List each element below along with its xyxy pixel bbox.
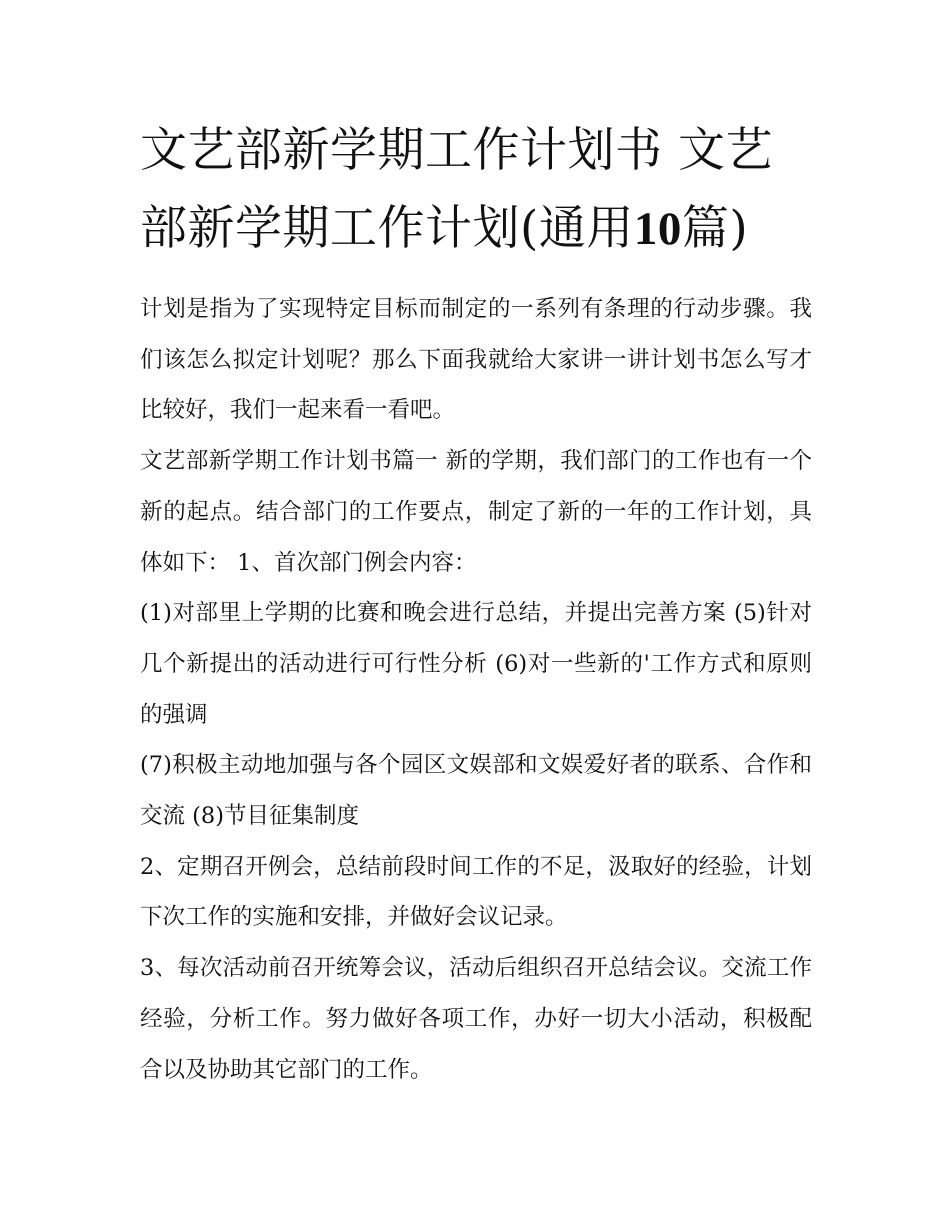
contact-items-paragraph: (7)积极主动地加强与各个园区文娱部和文娱爱好者的联系、合作和交流 (8)节目征集制度: [140, 752, 812, 830]
title-number: 10: [633, 203, 682, 255]
document-title: [140, 112, 812, 268]
document-body: [140, 284, 812, 1095]
section-one-paragraph: 文艺部新学期工作计划书篇一 新的学期，我们部门的工作也有一个新的起点。结合部门的工作要点，制定了新的一年的工作计划，具体如下： 1、首次部门例会内容：: [140, 448, 812, 576]
title-suffix: 篇): [681, 201, 749, 256]
activity-meeting-paragraph: 3、每次活动前召开统筹会议，活动后组织召开总结会议。交流工作经验，分析工作。努力做好各项工作，办好一切大小活动，积极配合以及协助其它部门的工作。: [140, 955, 812, 1083]
meeting-items-paragraph: (1)对部里上学期的比赛和晚会进行总结，并提出完善方案 (5)针对几个新提出的活动进行可行性分析 (6)对一些新的'工作方式和原则的强调: [140, 600, 812, 728]
document-page: [140, 112, 812, 1095]
title-text: 文艺部新学期工作计划书 文艺部新学期工作计划(通用: [140, 123, 773, 256]
regular-meeting-paragraph: 2、定期召开例会，总结前段时间工作的不足，汲取好的经验，计划下次工作的实施和安排，并做好会议记录。: [140, 853, 812, 931]
intro-paragraph: 计划是指为了实现特定目标而制定的一系列有条理的行动步骤。我们该怎么拟定计划呢？那么下面我就给大家讲一讲计划书怎么写才比较好，我们一起来看一看吧。: [140, 296, 812, 424]
